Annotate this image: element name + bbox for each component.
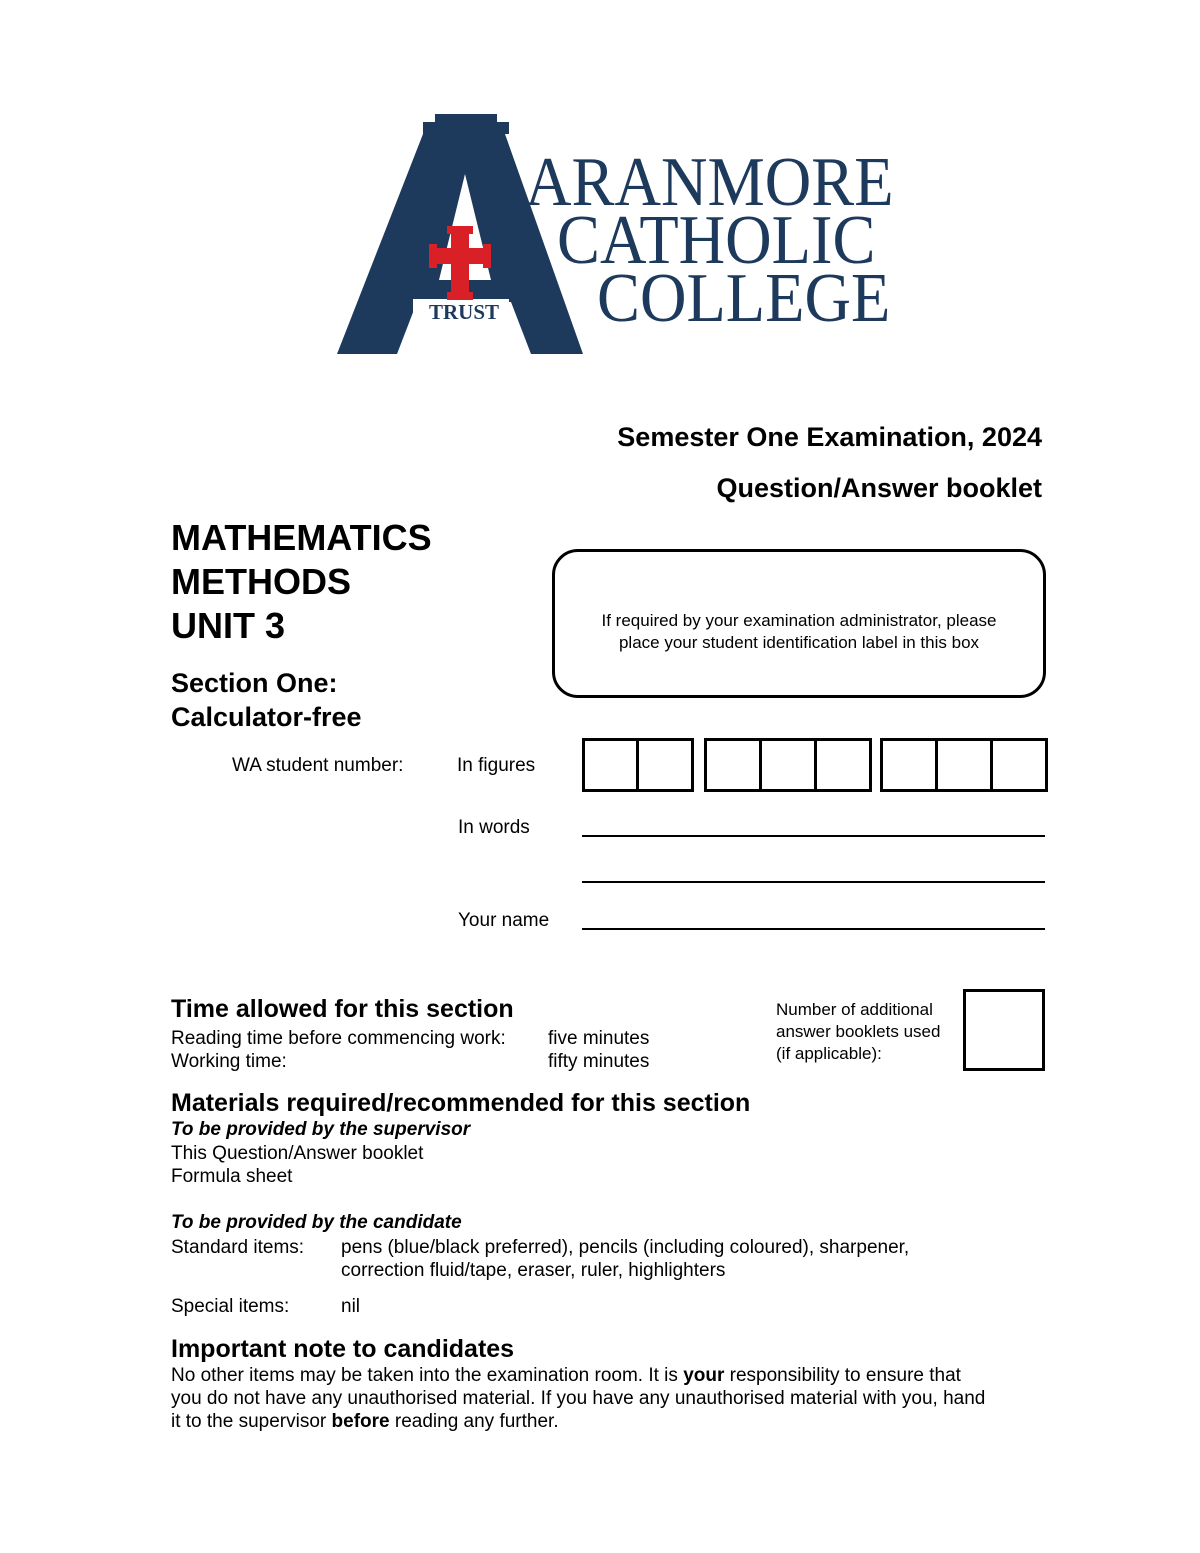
in-words-line-1[interactable] [582, 835, 1045, 837]
your-name-label: Your name [458, 910, 550, 931]
subject-line-2: METHODS [171, 561, 351, 602]
note-line-3 [171, 1410, 1051, 1433]
note-emphasis-before: before [331, 1411, 390, 1432]
section-title [171, 666, 362, 734]
standard-items-line-2: correction fluid/tape, eraser, ruler, highlighters [341, 1260, 726, 1281]
in-figures-label: In figures [457, 755, 536, 776]
exam-title: Semester One Examination, 2024 [617, 422, 1042, 452]
reading-time-value: five minutes [548, 1028, 650, 1049]
logo-line-catholic: CATHOLIC [557, 202, 876, 279]
wa-student-number-label: WA student number: [232, 755, 404, 776]
booklets-line-1: Number of additional [776, 1000, 933, 1019]
additional-booklets-label [776, 999, 940, 1065]
time-heading: Time allowed for this section [171, 995, 514, 1023]
logo-emblem-label: TRUST [428, 300, 500, 324]
label-box-instructions [555, 610, 1043, 654]
note-text: it to the supervisor [171, 1411, 332, 1432]
your-name-line[interactable] [582, 928, 1045, 930]
section-line-2: Calculator-free [171, 702, 362, 732]
booklets-line-3: (if applicable): [776, 1044, 882, 1063]
digit-box-4[interactable] [759, 738, 817, 792]
digit-box-7[interactable] [935, 738, 993, 792]
note-line-1 [171, 1364, 1051, 1387]
digit-box-5[interactable] [814, 738, 872, 792]
special-items-value: nil [341, 1296, 361, 1317]
materials-heading: Materials required/recommended for this section [171, 1089, 751, 1117]
additional-booklets-box[interactable] [963, 989, 1045, 1071]
note-line-2: you do not have any unauthorised material. If you have any unauthorised material with you, hand [171, 1388, 986, 1409]
working-time-label: Working time: [171, 1051, 287, 1072]
note-text: No other items may be taken into the examination room. It is [171, 1365, 684, 1386]
note-emphasis-your: your [683, 1365, 725, 1386]
digit-box-8[interactable] [990, 738, 1048, 792]
special-items-label: Special items: [171, 1296, 290, 1317]
note-text: reading any further. [389, 1411, 559, 1432]
label-box-line-1: If required by your examination administrator, please [601, 611, 997, 630]
standard-items-line-1: pens (blue/black preferred), pencils (including coloured), sharpener, [341, 1237, 910, 1258]
note-text: responsibility to ensure that [724, 1365, 961, 1386]
digit-box-3[interactable] [704, 738, 762, 792]
important-note-text [171, 1364, 1051, 1433]
subject-line-1: MATHEMATICS [171, 517, 432, 558]
digit-box-6[interactable] [880, 738, 938, 792]
label-box-line-2: place your student identification label in this box [618, 633, 980, 652]
working-time-value: fifty minutes [548, 1051, 650, 1072]
digit-box-2[interactable] [636, 738, 694, 792]
supervisor-item-2: Formula sheet [171, 1166, 293, 1187]
student-label-box[interactable] [552, 549, 1046, 698]
digit-box-1[interactable] [582, 738, 639, 792]
candidate-heading: To be provided by the candidate [171, 1212, 462, 1233]
logo-line-college: COLLEGE [597, 260, 891, 337]
reading-time-label: Reading time before commencing work: [171, 1028, 506, 1049]
logo-line-aranmore: ARANMORE [525, 144, 894, 221]
in-words-label: In words [458, 817, 530, 838]
booklet-title: Question/Answer booklet [716, 473, 1042, 503]
subject-title [171, 516, 432, 648]
subject-line-3: UNIT 3 [171, 605, 286, 646]
important-note-heading: Important note to candidates [171, 1335, 515, 1363]
booklets-line-2: answer booklets used [776, 1022, 941, 1041]
college-logo [335, 112, 895, 360]
in-words-line-2[interactable] [582, 881, 1045, 883]
section-line-1: Section One: [171, 668, 338, 698]
supervisor-item-1: This Question/Answer booklet [171, 1143, 424, 1164]
student-number-boxes [582, 738, 1048, 794]
standard-items-label: Standard items: [171, 1237, 305, 1258]
supervisor-heading: To be provided by the supervisor [171, 1119, 471, 1140]
